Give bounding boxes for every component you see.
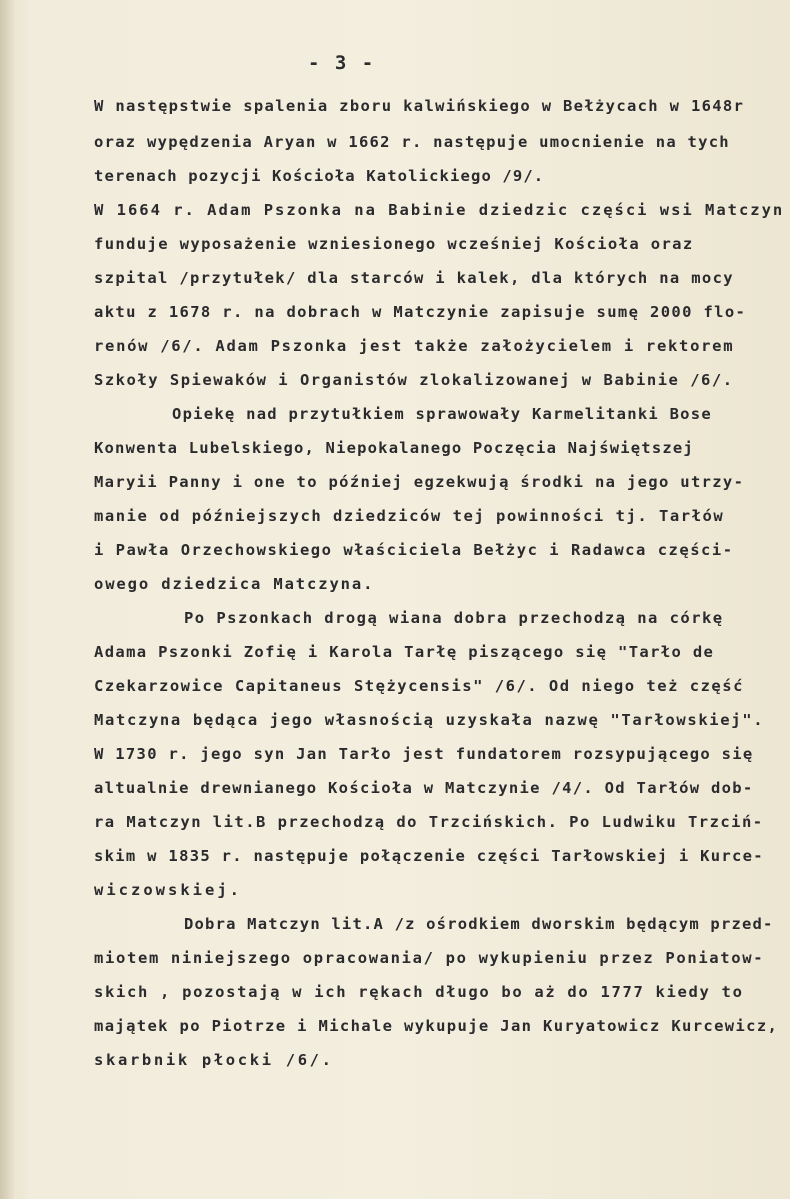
text-line: Konwenta Lubelskiego, Niepokalanego Poczęcia Najświętszej [94, 439, 694, 457]
text-line: wiczowskiej. [94, 881, 242, 899]
text-line: Po Pszonkach drogą wiana dobra przechodzą na córkę [184, 609, 724, 627]
text-line: W 1730 r. jego syn Jan Tarło jest fundatorem rozsypującego się [94, 745, 754, 763]
text-line: Adama Pszonki Zofię i Karola Tarłę piszącego się "Tarło de [94, 643, 715, 661]
text-line: miotem niniejszego opracowania/ po wykupieniu przez Poniatow- [94, 949, 765, 967]
text-line: owego dziedzica Matczyna. [94, 575, 375, 593]
text-line: manie od późniejszych dziedziców tej powinności tj. Tarłów [94, 507, 725, 525]
text-line: Opiekę nad przytułkiem sprawowały Karmelitanki Bose [172, 405, 712, 423]
text-line: Dobra Matczyn lit.A /z ośrodkiem dworskim będącym przed- [184, 915, 774, 933]
text-line: skarbnik płocki /6/. [94, 1051, 334, 1069]
text-line: ra Matczyn lit.B przechodzą do Trzcińskich. Po Ludwiku Trzciń- [94, 813, 764, 831]
text-line: majątek po Piotrze i Michale wykupuje Jan Kuryatowicz Kurcewicz, [94, 1017, 779, 1035]
text-line: W następstwie spalenia zboru kalwińskiego w Bełżycach w 1648r [94, 97, 745, 115]
text-line: W 1664 r. Adam Pszonka na Babinie dziedzic części wsi Matczyn [94, 201, 785, 219]
text-line: szpital /przytułek/ dla starców i kalek, dla których na mocy [94, 269, 734, 287]
text-line: Szkoły Spiewaków i Organistów zlokalizowanej w Babinie /6/. [94, 371, 734, 389]
page-binding-edge [0, 0, 14, 1199]
text-line: renów /6/. Adam Pszonka jest także założycielem i rektorem [94, 337, 735, 355]
text-line: Matczyna będąca jego własnością uzyskała nazwę "Tarłowskiej". [94, 711, 765, 729]
text-line: Maryii Panny i one to później egzekwują środki na jego utrzy- [94, 473, 745, 491]
text-line: Czekarzowice Capitaneus Stężycensis" /6/. Od niego też część [94, 677, 744, 695]
text-line: oraz wypędzenia Aryan w 1662 r. następuje umocnienie na tych [94, 133, 730, 151]
page-number: - 3 - [308, 52, 376, 74]
text-line: skim w 1835 r. następuje połączenie części Tarłowskiej i Kurce- [94, 847, 764, 865]
text-line: funduje wyposażenie wzniesionego wcześniej Kościoła oraz [94, 235, 694, 253]
text-line: aktu z 1678 r. na dobrach w Matczynie zapisuje sumę 2000 flo- [94, 303, 747, 321]
text-line: i Pawła Orzechowskiego właściciela Bełżyc i Radawca części- [94, 541, 734, 559]
text-line: terenach pozycji Kościoła Katolickiego /9/. [94, 167, 545, 185]
text-line: altualnie drewnianego Kościoła w Matczynie /4/. Od Tarłów dob- [94, 779, 754, 797]
text-line: skich , pozostają w ich rękach długo bo aż do 1777 kiedy to [94, 983, 744, 1001]
